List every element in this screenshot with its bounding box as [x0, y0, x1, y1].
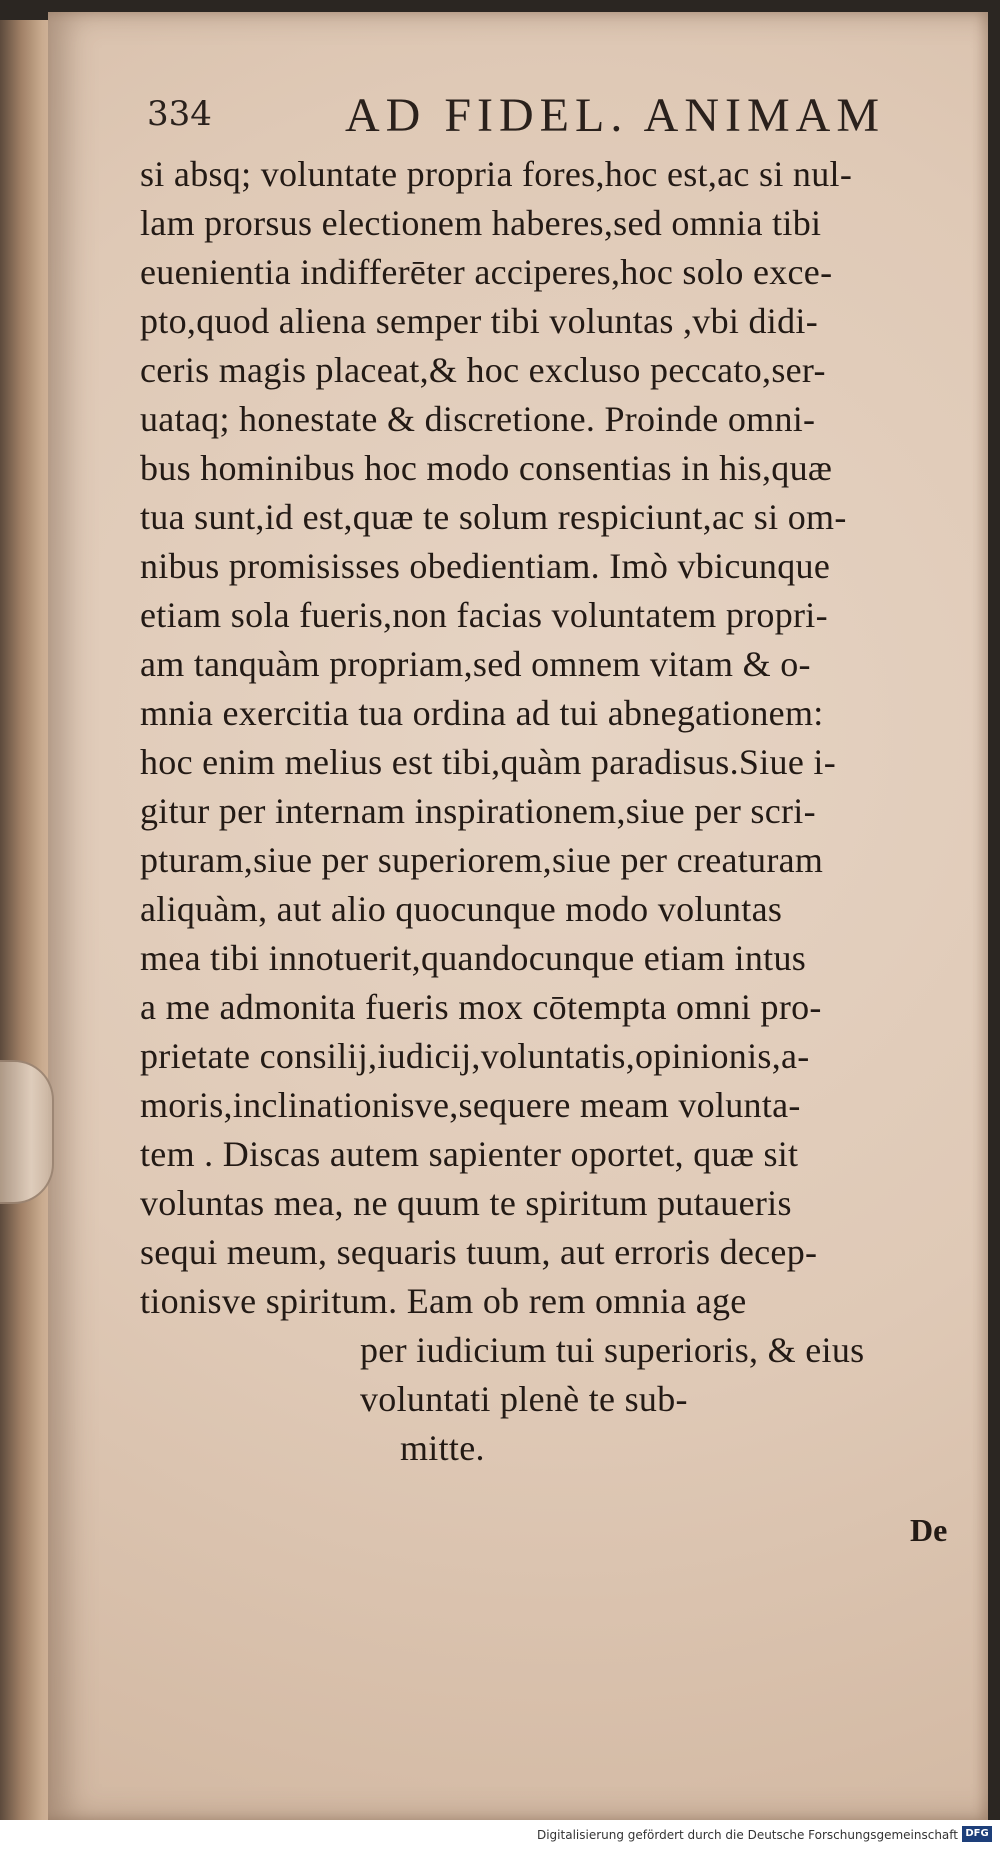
text-line: aliquàm, aut alio quocunque modo voluntas [140, 889, 783, 929]
text-line: mea tibi innotuerit,quandocunque etiam intus [140, 938, 807, 978]
text-line: nibus promisisses obedientiam. Imò vbicunque [140, 546, 831, 586]
text-line: tua sunt,id est,quæ te solum respiciunt,ac si om- [140, 497, 847, 537]
text-line: tem . Discas autem sapienter oportet, quæ sit [140, 1134, 799, 1174]
page-number: 334 [147, 94, 212, 134]
text-line: etiam sola fueris,non facias voluntatem propri- [140, 595, 828, 635]
text-line: pturam,siue per superiorem,siue per creaturam [140, 840, 824, 880]
text-line: si absq; voluntate propria fores,hoc est,ac si nul- [140, 154, 853, 194]
text-line: hoc enim melius est tibi,quàm paradisus.Siue i- [140, 742, 836, 782]
text-line: moris,inclinationisve,sequere meam volunta- [140, 1085, 801, 1125]
text-line: voluntati plenè te sub- [360, 1379, 688, 1419]
text-line: mitte. [400, 1428, 485, 1468]
text-line: sequi meum, sequaris tuum, aut erroris decep- [140, 1232, 818, 1272]
dfg-logo: DFG [962, 1826, 992, 1842]
digitization-footer [0, 1820, 1000, 1852]
text-line: gitur per internam inspirationem,siue per scri- [140, 791, 816, 831]
text-line: am tanquàm propriam,sed omnem vitam & o- [140, 644, 811, 684]
running-title: AD FIDEL. ANIMAM [345, 89, 885, 142]
catchword: De [910, 1512, 948, 1548]
page-header [95, 88, 935, 158]
text-line: uataq; honestate & discretione. Proinde omni- [140, 399, 816, 439]
body-text [140, 150, 980, 1473]
text-line: lam prorsus electionem haberes,sed omnia tibi [140, 203, 822, 243]
text-line: euenientia indifferēter acciperes,hoc solo exce- [140, 252, 833, 292]
text-line: bus hominibus hoc modo consentias in his,quæ [140, 448, 833, 488]
text-line: voluntas mea, ne quum te spiritum putaueris [140, 1183, 792, 1223]
footer-credit: Digitalisierung gefördert durch die Deutsche Forschungsgemeinschaft [536, 1828, 958, 1842]
text-line: per iudicium tui superioris, & eius [360, 1330, 865, 1370]
text-line: a me admonita fueris mox cōtempta omni pro- [140, 987, 822, 1027]
clip-tab [0, 1060, 54, 1204]
text-line: mnia exercitia tua ordina ad tui abnegationem: [140, 693, 824, 733]
text-line: pto,quod aliena semper tibi voluntas ,vbi didi- [140, 301, 818, 341]
text-line: prietate consilij,iudicij,voluntatis,opinionis,a- [140, 1036, 810, 1076]
text-line: ceris magis placeat,& hoc excluso peccato,ser- [140, 350, 826, 390]
text-line: tionisve spiritum. Eam ob rem omnia age [140, 1281, 747, 1321]
